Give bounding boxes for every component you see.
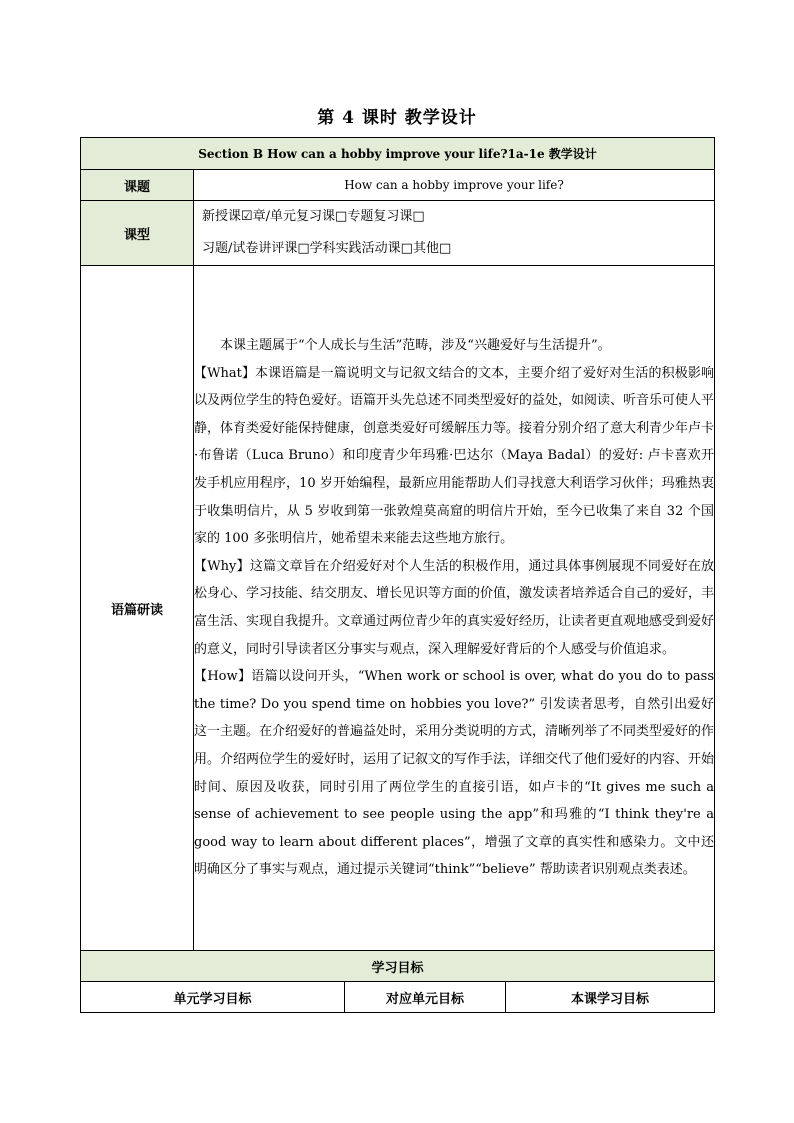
analysis-content: [194, 266, 715, 951]
analysis-what: 【What】本课语篇是一篇说明文与记叙文结合的文本，主要介绍了爱好对生活的积极影响以及两位学生的特色爱好。语篇开头先总述不同类型爱好的益处，如阅读、听音乐可使人平静，体育类爱好能保持健康，创意类爱好可缓解压力等。接着分别介绍了意大利青少年卢卡·布鲁诺（Luca Bruno）和印度青少年玛雅·巴达尔（Maya Badal）的爱好: 卢卡喜欢开发手机应用程序，10 岁开始编程，最新应用能帮助人们寻找意大利语学习伙伴；玛雅热衷于收集明信片，从 5 岁收到第一张敦煌莫高窟的明信片开始，至今已收集了来自 32 个国家的 100 多张明信片，她希望未来能去这些地方旅行。: [194, 365, 715, 547]
lesson-design-table: [80, 137, 715, 1013]
objectives-header: 学习目标: [81, 951, 715, 982]
lesson-type-options: [194, 201, 715, 266]
unit-objectives-header: 单元学习目标: [81, 982, 345, 1013]
corresponding-objectives-header: 对应单元目标: [345, 982, 506, 1013]
analysis-intro: 本课主题属于“个人成长与生活”范畴，涉及“兴趣爱好与生活提升”。: [220, 338, 611, 354]
lesson-objectives-header: 本课学习目标: [506, 982, 715, 1013]
section-header-cell: [81, 138, 715, 170]
lesson-type-line-2: 习题/试卷讲评课□学科实践活动课□其他□: [202, 241, 452, 256]
lesson-type-line-1: 新授课☑章/单元复习课□专题复习课□: [202, 209, 425, 224]
page-title: 第 4 课时 教学设计: [317, 108, 477, 128]
analysis-how: 【How】语篇以设问开头，“When work or school is over, what do you do to pass the time? Do you spend time on hobbies you love?” 引发读者思考，自然引出爱好这一主题。在介绍爱好的普遍益处时，采用分类说明的方式，清晰列举了不同类型爱好的作用。介绍两位学生的爱好时，运用了记叙文的写作手法，详细交代了他们爱好的内容、开始时间、原因及收获，同时引用了两位学生的直接引语，如卢卡的“It gives me such a sense of achievement to see people using the app”和玛雅的“I think they're a good way to learn about different places”，增强了文章的真实性和感染力。文中还明确区分了事实与观点，通过提示关键词“think”“believe” 帮助读者识别观点类表述。: [194, 669, 715, 878]
analysis-label: 语篇研读: [81, 266, 194, 951]
topic-value: How can a hobby improve your life?: [194, 170, 715, 201]
topic-label: 课题: [81, 170, 194, 201]
section-header: Section B How can a hobby improve your life?1a-1e 教学设计: [198, 147, 597, 161]
analysis-why: 【Why】这篇文章旨在介绍爱好对个人生活的积极作用，通过具体事例展现不同爱好在放松身心、学习技能、结交朋友、增长见识等方面的价值，激发读者培养适合自己的爱好，丰富生活、实现自我提升。文章通过两位青少年的真实爱好经历，让读者更直观地感受到爱好的意义，同时引导读者区分事实与观点，深入理解爱好背后的个人感受与价值追求。: [194, 558, 715, 657]
lesson-type-label: 课型: [81, 201, 194, 266]
